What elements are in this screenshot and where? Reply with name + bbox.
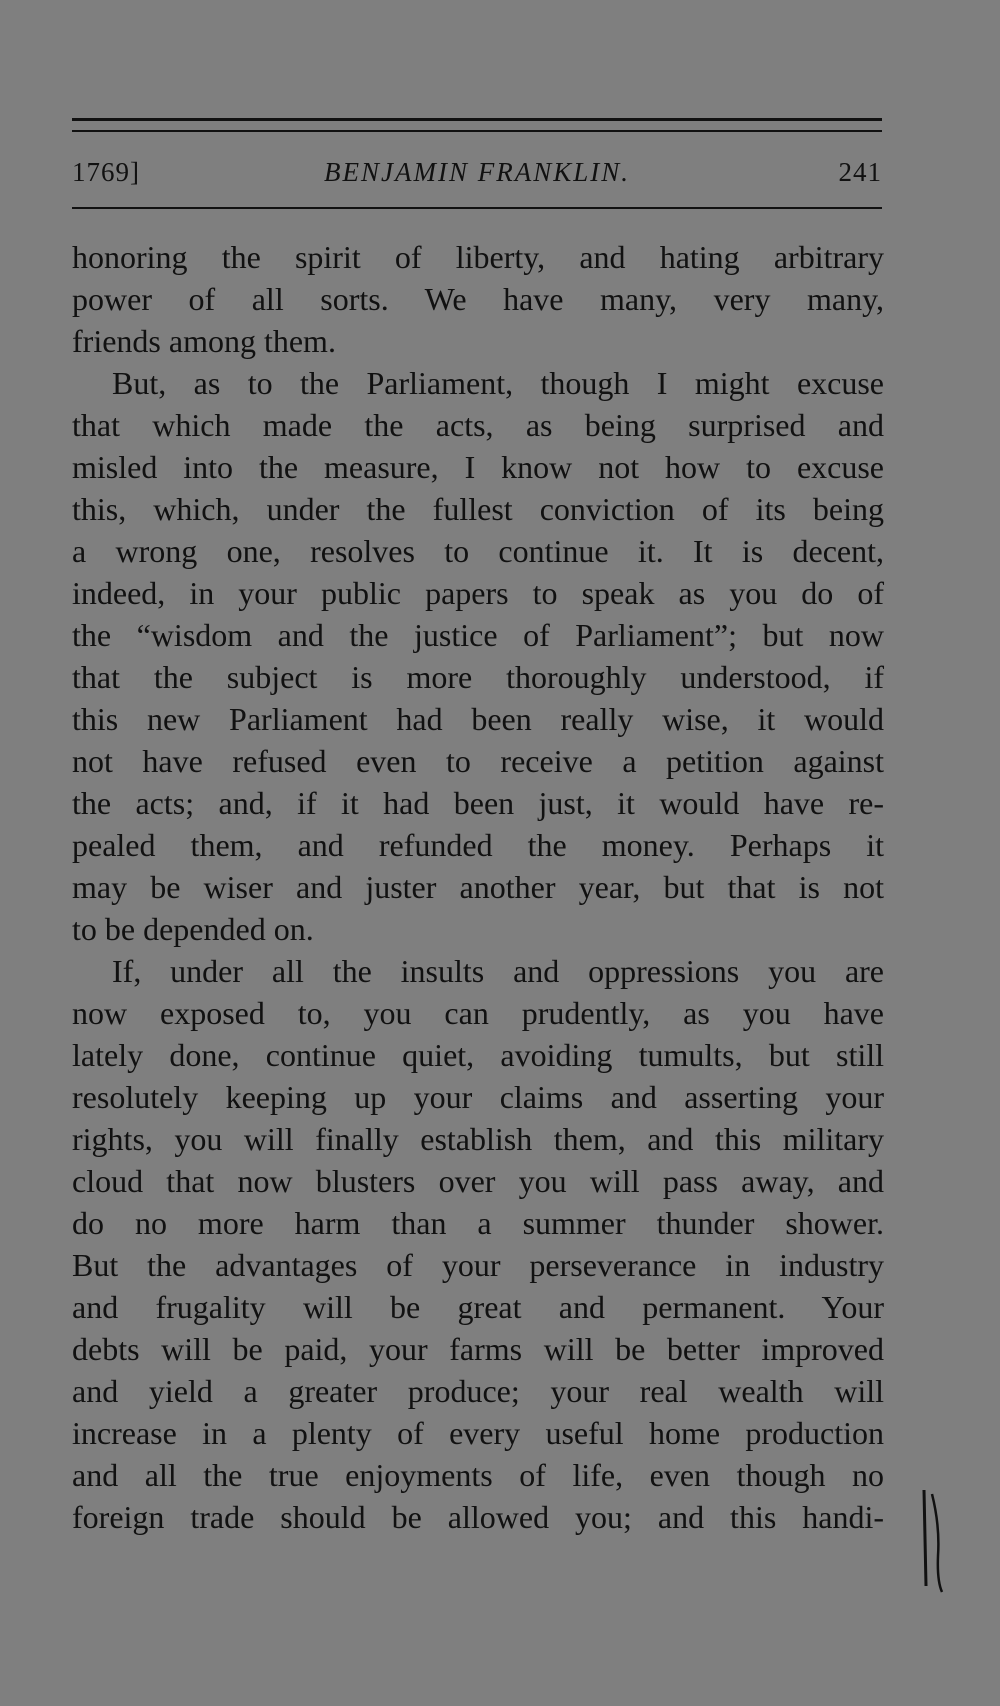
- header-rule-top: [72, 118, 882, 121]
- running-head-title: BENJAMIN FRANKLIN.: [324, 157, 630, 187]
- body-text: [72, 236, 884, 1538]
- text-line: power of all sorts. We have many, very many,: [72, 281, 884, 317]
- page-number: 241: [838, 157, 882, 187]
- text-line: resolutely keeping up your claims and asserting your: [72, 1079, 884, 1115]
- text-line: indeed, in your public papers to speak as you do of: [72, 575, 884, 611]
- text-line: cloud that now blusters over you will pass away, and: [72, 1163, 884, 1199]
- text-line: and all the true enjoyments of life, even though no: [72, 1457, 884, 1493]
- text-line: now exposed to, you can prudently, as you have: [72, 995, 884, 1031]
- text-line: misled into the measure, I know not how to excuse: [72, 449, 884, 485]
- text-line: a wrong one, resolves to continue it. It is decent,: [72, 533, 884, 569]
- text-line: pealed them, and refunded the money. Perhaps it: [72, 827, 884, 863]
- text-line: foreign trade should be allowed you; and this handi-: [72, 1499, 884, 1535]
- text-line: that the subject is more thoroughly understood, if: [72, 659, 884, 695]
- text-line: rights, you will finally establish them, and this military: [72, 1121, 884, 1157]
- text-line: debts will be paid, your farms will be better improved: [72, 1331, 884, 1367]
- text-line: But, as to the Parliament, though I might excuse: [112, 365, 884, 401]
- text-line: If, under all the insults and oppressions you are: [112, 953, 884, 989]
- text-line: friends among them.: [72, 323, 336, 359]
- text-line: and frugality will be great and permanent. Your: [72, 1289, 884, 1325]
- running-head: [72, 152, 882, 192]
- text-line: that which made the acts, as being surprised and: [72, 407, 884, 443]
- text-line: do no more harm than a summer thunder shower.: [72, 1205, 884, 1241]
- text-line: may be wiser and juster another year, but that is not: [72, 869, 884, 905]
- text-line: this new Parliament had been really wise, it would: [72, 701, 884, 737]
- text-line: honoring the spirit of liberty, and hating arbitrary: [72, 239, 884, 275]
- text-line: this, which, under the fullest conviction of its being: [72, 491, 884, 527]
- text-line: and yield a greater produce; your real wealth will: [72, 1373, 884, 1409]
- text-line: the “wisdom and the justice of Parliament”; but now: [72, 617, 884, 653]
- text-line: increase in a plenty of every useful home production: [72, 1415, 884, 1451]
- text-line: lately done, continue quiet, avoiding tumults, but still: [72, 1037, 884, 1073]
- text-line: not have refused even to receive a petition against: [72, 743, 884, 779]
- header-rule-bottom: [72, 207, 882, 209]
- text-line: to be depended on.: [72, 911, 314, 947]
- text-line: the acts; and, if it had been just, it would have re-: [72, 785, 884, 821]
- margin-pencil-mark: [922, 1486, 962, 1596]
- header-rule-second: [72, 130, 882, 132]
- running-head-year: 1769]: [72, 157, 140, 187]
- text-line: But the advantages of your perseverance in industry: [72, 1247, 884, 1283]
